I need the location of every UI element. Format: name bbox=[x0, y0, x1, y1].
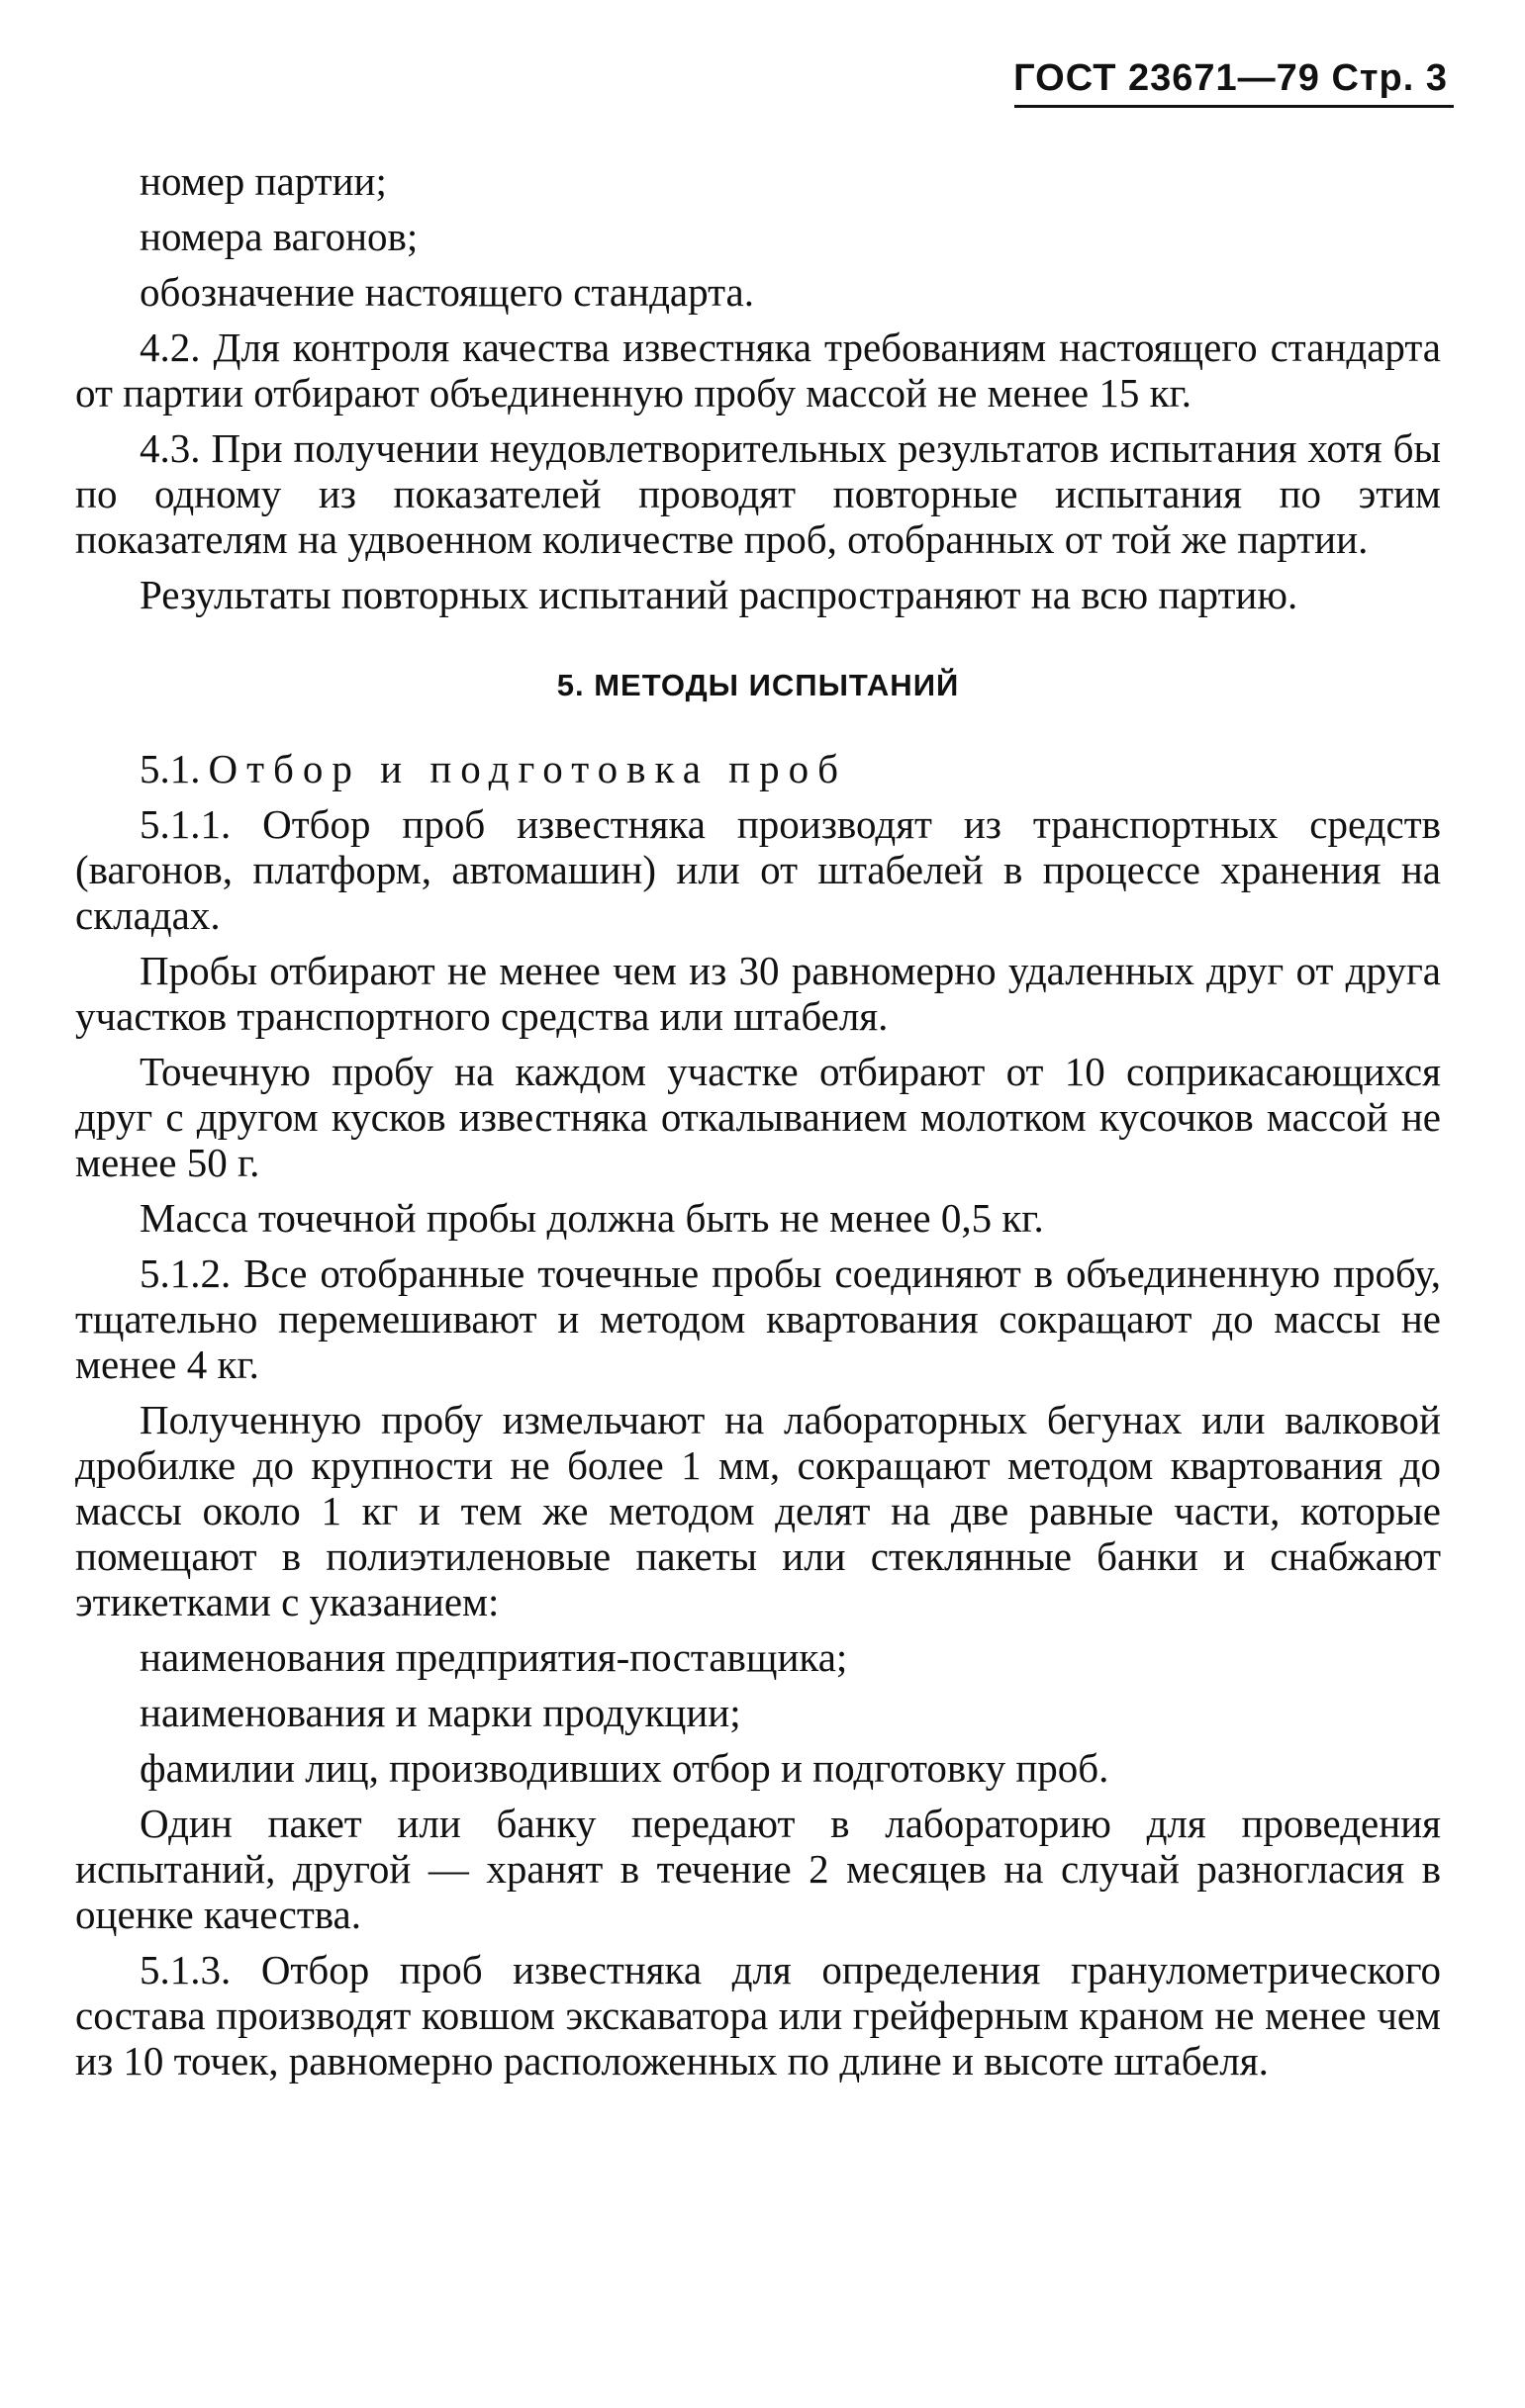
paragraph-point-sample-mass: Масса точечной пробы должна быть не менее 0,5 кг. bbox=[140, 1195, 1044, 1241]
section-title: 5. МЕТОДЫ ИСПЫТАНИЙ bbox=[556, 668, 960, 702]
paragraph-sample-storage: Один пакет или банку передают в лабораторию для проведения испытаний, другой — хранят в течение 2 месяцев на случай разногласия в оценке качества. bbox=[75, 1801, 1441, 1937]
paragraph-sampling-points: Пробы отбирают не менее чем из 30 равномерно удаленных друг от друга участков транспортного средства или штабеля. bbox=[75, 948, 1441, 1039]
paragraph-repeat-results: Результаты повторных испытаний распространяют на всю партию. bbox=[140, 572, 1298, 617]
list-item-wagon-numbers: номера вагонов; bbox=[140, 214, 419, 259]
paragraph-sample-grinding: Полученную пробу измельчают на лабораторных бегунах или валковой дробилке до крупности не более 1 мм, сокращают методом квартования до массы около 1 кг и тем же методом делят на две равные части, которые помещают в полиэтиленовые пакеты или стеклянные банки и снабжают этикетками с указанием: bbox=[75, 1397, 1441, 1624]
subsection-number: 5.1. bbox=[140, 746, 201, 791]
list-item-product-name: наименования и марки продукции; bbox=[140, 1690, 741, 1735]
paragraph-5-1-2: 5.1.2. Все отобранные точечные пробы соединяют в объединенную пробу, тщательно перемешивают и методом квартования сокращают до массы не менее 4 кг. bbox=[75, 1250, 1441, 1387]
page-header: ГОСТ 23671—79 Стр. 3 bbox=[1013, 57, 1448, 99]
subsection-heading: Отбор и подготовка проб bbox=[208, 746, 847, 791]
list-item-supplier-name: наименования предприятия-поставщика; bbox=[140, 1634, 848, 1680]
list-item-personnel-names: фамилии лиц, производивших отбор и подготовку проб. bbox=[140, 1745, 1109, 1791]
list-item-batch-number: номер партии; bbox=[140, 158, 387, 204]
header-rule bbox=[1014, 105, 1454, 108]
paragraph-5-1-1: 5.1.1. Отбор проб известняка производят из транспортных средств (вагонов, платформ, автомашин) или от штабелей в процессе хранения на складах. bbox=[75, 801, 1441, 938]
subsection-title bbox=[75, 746, 1441, 791]
list-item-standard-designation: обозначение настоящего стандарта. bbox=[140, 269, 754, 315]
paragraph-4-3: 4.3. При получении неудовлетворительных результатов испытания хотя бы по одному из показателей проводят повторные испытания по этим показателям на удвоенном количестве проб, отобранных от той же партии. bbox=[75, 425, 1441, 562]
document-body bbox=[75, 158, 1441, 2093]
paragraph-4-2: 4.2. Для контроля качества известняка требованиям настоящего стандарта от партии отбирают объединенную пробу массой не менее 15 кг. bbox=[75, 324, 1441, 416]
paragraph-5-1-3: 5.1.3. Отбор проб известняка для определения гранулометрического состава производят ковшом экскаватора или грейферным краном не менее чем из 10 точек, равномерно расположенных по длине и высоте штабеля. bbox=[75, 1947, 1441, 2084]
paragraph-point-sample: Точечную пробу на каждом участке отбирают от 10 соприкасающихся друг с другом кусков известняка откалыванием молотком кусочков массой не менее 50 г. bbox=[75, 1049, 1441, 1185]
